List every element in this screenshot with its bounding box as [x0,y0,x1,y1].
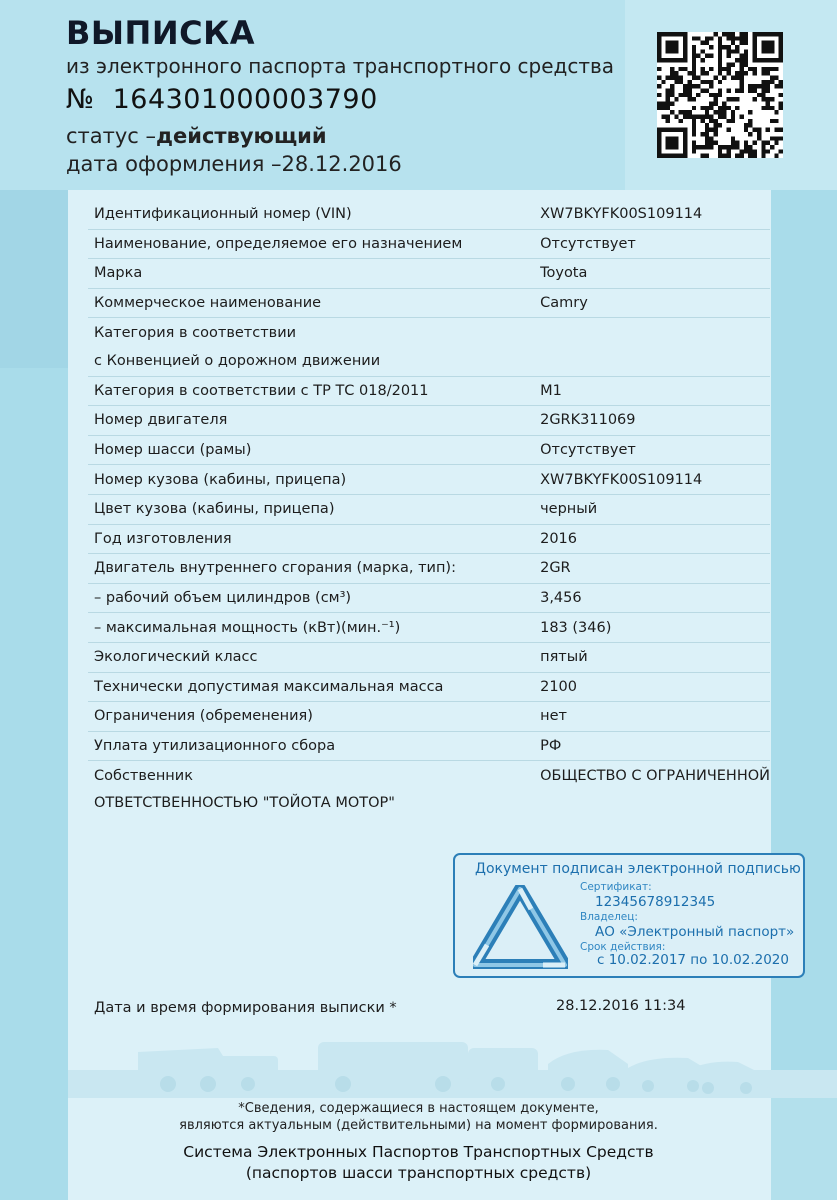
row-label: – максимальная мощность (кВт)(мин.⁻¹) [88,613,540,643]
certificate-label: Сертификат: [580,881,652,893]
table-row [88,465,770,495]
row-label: Уплата утилизационного сбора [88,731,540,761]
certificate-value: 12345678912345 [595,894,716,910]
row-value: 2GR [540,554,770,584]
table-row [88,288,770,318]
table-row [88,702,770,732]
row-label: Категория в соответствии [94,324,297,341]
row-label: Технически допустимая максимальная масса [88,672,540,702]
table-row [88,435,770,465]
row-value [540,347,770,376]
status-label: статус – [66,124,157,148]
row-label: Номер двигателя [88,406,540,436]
row-value: 3,456 [540,583,770,613]
qr-code-icon [657,32,783,158]
owner-continuation: ОТВЕТСТВЕННОСТЬЮ "ТОЙОТА МОТОР" [94,795,395,811]
row-value: пятый [540,642,770,672]
row-value [540,318,770,347]
document-number [66,84,378,115]
row-value: XW7BKYFK00S109114 [540,200,770,229]
signature-title: Документ подписан электронной подписью [475,861,801,877]
owner-label: Владелец: [580,911,638,923]
footnote-line-2: являются актуальным (действительными) на момент формирования. [179,1118,658,1133]
row-value: черный [540,494,770,524]
table-row [88,583,770,613]
row-label: Двигатель внутреннего сгорания (марка, тип): [88,554,540,584]
footer-line-1: Система Электронных Паспортов Транспортных Средств [183,1143,654,1161]
row-value: 183 (346) [540,613,770,643]
row-label: Номер шасси (рамы) [88,435,540,465]
row-value: 2016 [540,524,770,554]
row-label: Ограничения (обременения) [88,702,540,732]
row-value: РФ [540,731,770,761]
row-value: Camry [540,288,770,318]
generation-label: Дата и время формирования выписки * [94,1000,397,1016]
table-row [88,494,770,524]
document-status [66,124,327,148]
row-value: Отсутствует [540,435,770,465]
table-row [88,229,770,259]
row-label: – рабочий объем цилиндров (см³) [88,583,540,613]
table-row [88,761,770,790]
row-label: Марка [88,259,540,289]
row-value: Toyota [540,259,770,289]
issue-date [66,152,402,176]
row-value: 2100 [540,672,770,702]
row-label: Экологический класс [88,642,540,672]
footnote-line-1: *Сведения, содержащиеся в настоящем документе, [238,1101,599,1116]
number-value: 164301000003790 [112,84,378,115]
document-subtitle: из электронного паспорта транспортного средства [66,54,615,78]
row-label: Категория в соответствии с ТР ТС 018/2011 [88,376,540,406]
row-label: Собственник [94,767,193,784]
row-value: Отсутствует [540,229,770,259]
table-row [88,259,770,289]
footer-line-2: (паспортов шасси транспортных средств) [245,1164,592,1182]
row-label: Номер кузова (кабины, прицепа) [88,465,540,495]
row-label: с Конвенцией о дорожном движении [88,347,540,376]
validity-label: Срок действия: [580,941,666,953]
owner-value: АО «Электронный паспорт» [595,924,795,940]
vehicle-data-table [88,200,770,790]
electronic-signature-box [453,853,805,978]
issue-date-value: 28.12.2016 [281,152,402,176]
side-band [0,190,68,368]
table-row [88,406,770,436]
row-value: M1 [540,376,770,406]
triangle-logo-icon [473,885,568,969]
document-title: ВЫПИСКА [66,14,256,52]
table-row [88,347,770,376]
table-row [88,731,770,761]
table-row [88,554,770,584]
table-row [88,672,770,702]
status-value: действующий [156,124,327,148]
row-value: ОБЩЕСТВО С ОГРАНИЧЕННОЙ [540,767,770,784]
table-row [88,524,770,554]
table-row [88,642,770,672]
row-label: Цвет кузова (кабины, прицепа) [88,494,540,524]
generation-value: 28.12.2016 11:34 [556,998,686,1014]
table-row [88,376,770,406]
table-row [88,318,770,347]
issue-date-label: дата оформления – [66,152,282,176]
row-value: нет [540,702,770,732]
row-label: Год изготовления [88,524,540,554]
table-row [88,613,770,643]
row-value: XW7BKYFK00S109114 [540,465,770,495]
row-label: Коммерческое наименование [88,288,540,318]
row-value: 2GRK311069 [540,406,770,436]
table-row [88,200,770,229]
validity-value: с 10.02.2017 по 10.02.2020 [597,952,789,968]
number-sign: № [66,84,95,115]
vehicles-skyline-icon [68,1030,837,1098]
row-label: Наименование, определяемое его назначением [88,229,540,259]
row-label: Идентификационный номер (VIN) [88,200,540,229]
